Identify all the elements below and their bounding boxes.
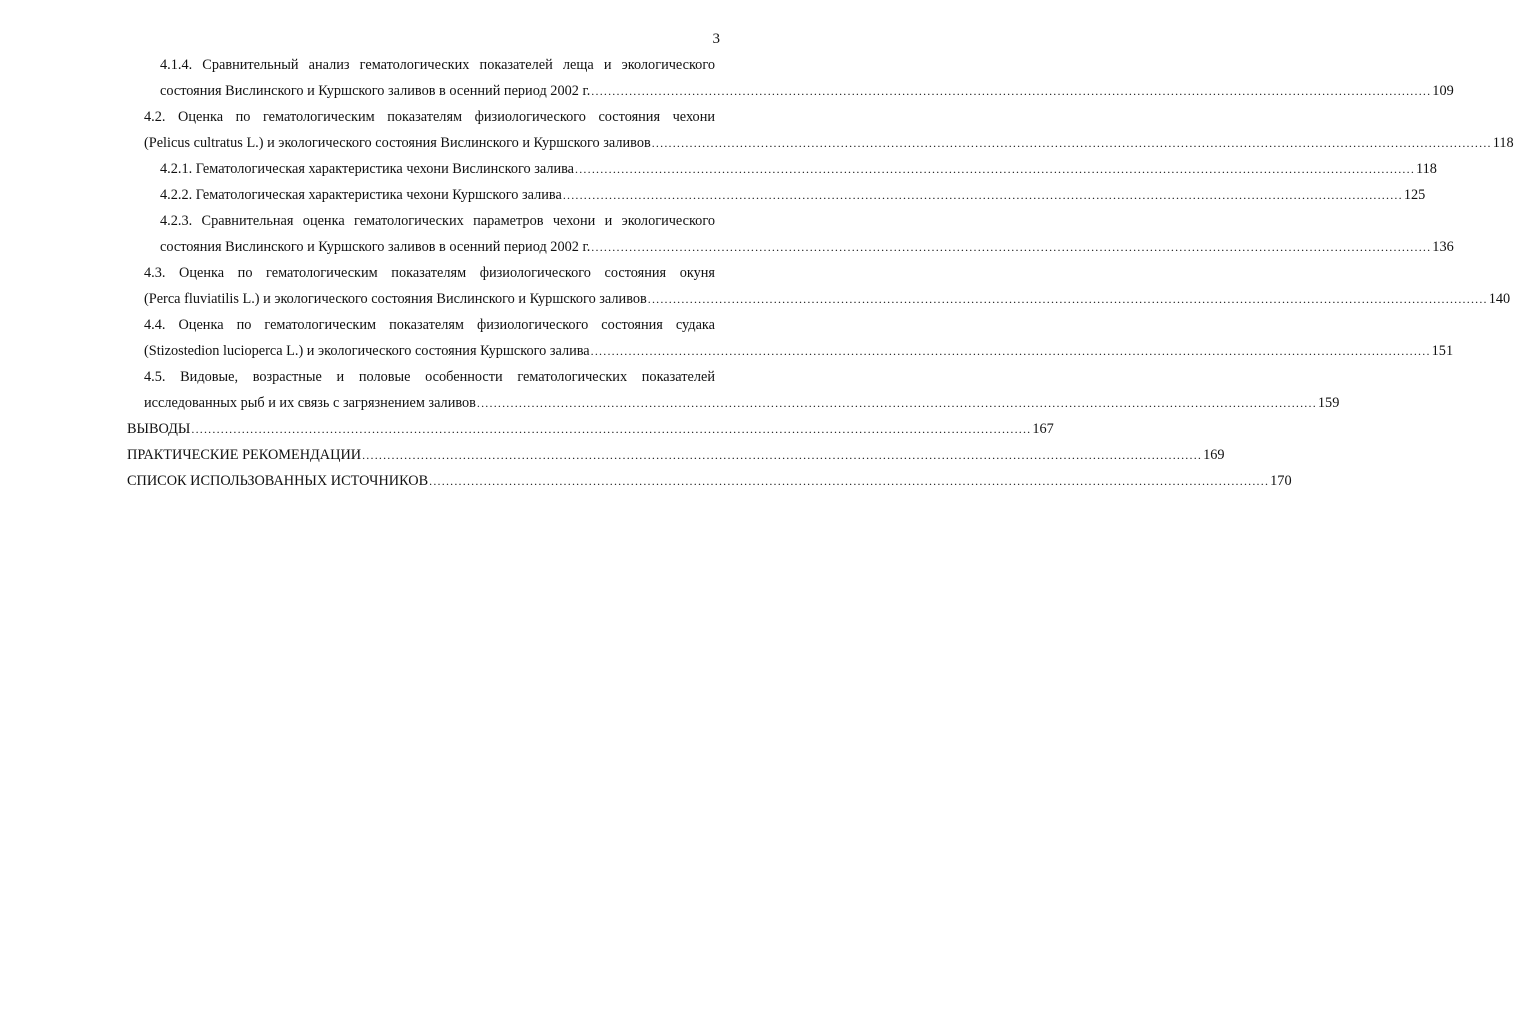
dot-leader: ........................................................................................................................................................................................................	[575, 162, 1416, 176]
dot-leader: ........................................................................................................................................................................................................	[476, 396, 1317, 410]
dot-leader: ........................................................................................................................................................................................................	[591, 84, 1432, 98]
toc-entry-line: 4.4. Оценка по гематологическим показателям физиологического состояния судака	[144, 317, 715, 333]
toc-entry-last-line	[144, 130, 1514, 156]
toc-entry-line: исследованных рыб и их связь с загрязнением заливов	[144, 395, 476, 411]
toc-entry-last-line	[127, 468, 1292, 494]
toc-page-ref: 125	[1403, 187, 1426, 203]
toc-entry-last-line	[160, 78, 1454, 104]
toc-page-ref: 159	[1317, 395, 1340, 411]
toc-entry-line: ВЫВОДЫ	[127, 421, 191, 437]
toc-entry-line: (Perca fluviatilis L.) и экологического состояния Вислинского и Куршского заливов	[144, 291, 647, 307]
dot-leader: ........................................................................................................................................................................................................	[590, 344, 1431, 358]
toc-entry-4-2-2[interactable]	[160, 182, 1426, 208]
toc-page-ref: 118	[1416, 161, 1437, 177]
toc-entry-4-4[interactable]	[144, 312, 1454, 364]
toc-entry-line: (Pelicus cultratus L.) и экологического состояния Вислинского и Куршского заливов	[144, 135, 651, 151]
toc-entry-4-3[interactable]	[144, 260, 1511, 312]
toc-entry-last-line	[127, 442, 1225, 468]
toc-page-ref: 140	[1488, 291, 1511, 307]
toc-entry-4-1-4[interactable]	[160, 52, 1454, 104]
toc-entry-conclusions[interactable]	[127, 416, 1054, 442]
toc-entry-4-2[interactable]	[144, 104, 1514, 156]
toc-entry-line: 4.3. Оценка по гематологическим показателям физиологического состояния окуня	[144, 265, 715, 281]
toc-entry-recommendations[interactable]	[127, 442, 1225, 468]
toc-entry-references[interactable]	[127, 468, 1292, 494]
dot-leader: ........................................................................................................................................................................................................	[429, 474, 1270, 488]
toc-page-ref: 167	[1032, 421, 1054, 437]
dot-leader: ........................................................................................................................................................................................................	[647, 292, 1488, 306]
toc-entry-last-line	[144, 286, 1511, 312]
toc-page-ref: 136	[1432, 239, 1454, 255]
toc-entry-4-2-3[interactable]	[160, 208, 1454, 260]
toc-entry-line: состояния Вислинского и Куршского заливов в осенний период 2002 г.	[160, 83, 591, 99]
toc-entry-last-line	[160, 156, 1437, 182]
toc-entry-line: 4.1.4. Сравнительный анализ гематологических показателей леща и экологического	[160, 57, 715, 73]
toc-page-ref: 170	[1270, 473, 1292, 489]
dot-leader: ........................................................................................................................................................................................................	[562, 188, 1403, 202]
toc-entry-line: 4.2.1. Гематологическая характеристика чехони Вислинского залива	[160, 161, 575, 177]
toc-entry-line: 4.5. Видовые, возрастные и половые особенности гематологических показателей	[144, 369, 715, 385]
toc-entry-line: 4.2. Оценка по гематологическим показателям физиологического состояния чехони	[144, 109, 715, 125]
toc-entry-last-line	[127, 416, 1054, 442]
toc-entry-4-2-1[interactable]	[160, 156, 1437, 182]
toc-entry-line: ПРАКТИЧЕСКИЕ РЕКОМЕНДАЦИИ	[127, 447, 362, 463]
toc-entry-last-line	[144, 390, 1340, 416]
toc-page-ref: 151	[1431, 343, 1454, 359]
dot-leader: ........................................................................................................................................................................................................	[362, 448, 1203, 462]
toc-entry-last-line	[144, 338, 1454, 364]
toc-entry-line: 4.2.2. Гематологическая характеристика чехони Куршского залива	[160, 187, 562, 203]
toc-entry-line: 4.2.3. Сравнительная оценка гематологических параметров чехони и экологического	[160, 213, 715, 229]
toc-entry-last-line	[160, 234, 1454, 260]
dot-leader: ........................................................................................................................................................................................................	[591, 240, 1432, 254]
page-number: 3	[712, 31, 720, 47]
toc-entry-line: (Stizostedion lucioperca L.) и экологического состояния Куршского залива	[144, 343, 590, 359]
dot-leader: ........................................................................................................................................................................................................	[191, 422, 1032, 436]
toc-page-ref: 118	[1492, 135, 1514, 151]
toc-page-ref: 169	[1203, 447, 1225, 463]
toc-entry-last-line	[160, 182, 1426, 208]
toc-entry-line: состояния Вислинского и Куршского заливов в осенний период 2002 г.	[160, 239, 591, 255]
toc-page-ref: 109	[1432, 83, 1454, 99]
dot-leader: ........................................................................................................................................................................................................	[651, 136, 1492, 150]
toc-entry-line: СПИСОК ИСПОЛЬЗОВАННЫХ ИСТОЧНИКОВ	[127, 473, 429, 489]
toc-entry-4-5[interactable]	[144, 364, 1340, 416]
